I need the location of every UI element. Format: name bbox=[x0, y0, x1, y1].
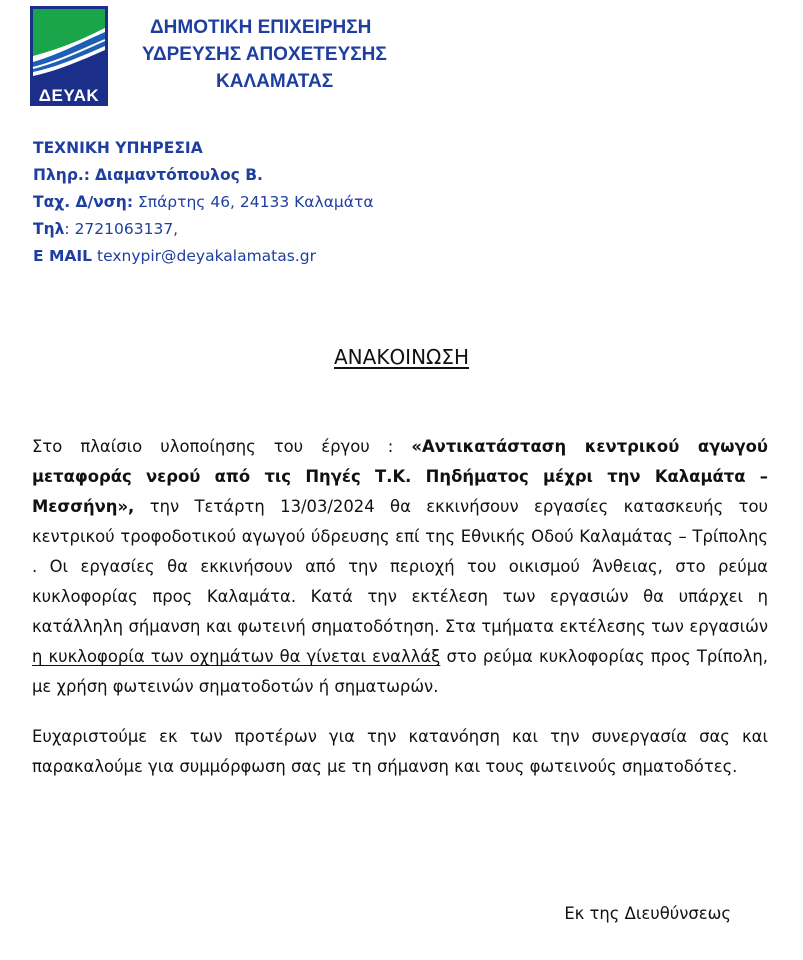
body-paragraph-2: Ευχαριστούμε εκ των προτέρων για την κατανόηση και την συνεργασία σας και παρακαλούμε για συμμόρφωση σας με τη σήμανση και τους φωτεινούς σηματοδότες. bbox=[32, 727, 768, 776]
organization-header bbox=[110, 14, 450, 95]
email-value: texnypir@deyakalamatas.gr bbox=[97, 247, 316, 265]
contact-phone bbox=[33, 216, 374, 243]
address-value: Σπάρτης 46, 24133 Καλαμάτα bbox=[137, 193, 374, 211]
department bbox=[33, 135, 374, 162]
signature: Εκ της Διευθύνσεως bbox=[564, 904, 731, 923]
info-value: Διαμαντόπουλος Β. bbox=[94, 166, 263, 184]
info-label: Πληρ.: bbox=[33, 166, 90, 184]
organization-line-1: ΔΗΜΟΤΙΚΗ ΕΠΙΧΕΙΡΗΣΗ bbox=[150, 17, 372, 38]
contact-email bbox=[33, 243, 374, 270]
p1-intro: Στο πλαίσιο υλοποίησης του έργου : bbox=[32, 437, 412, 456]
p1-end: στο ρεύμα κυκλοφορίας προς Τρίπολη, με χρήση φωτεινών σηματοδοτών ή σηματωρών. bbox=[32, 647, 769, 696]
contact-person bbox=[33, 162, 374, 189]
alternating-traffic-notice: η κυκλοφορία των οχημάτων θα γίνεται εναλλάξ bbox=[32, 647, 441, 666]
department-name: ΤΕΧΝΙΚΗ ΥΠΗΡΕΣΙΑ bbox=[33, 139, 203, 157]
phone-value: : 2721063137, bbox=[64, 220, 179, 238]
announcement-title bbox=[0, 345, 803, 369]
announcement-body bbox=[32, 432, 768, 802]
organization-line-3: ΚΑΛΑΜΑΤΑΣ bbox=[216, 71, 334, 92]
email-label: E MAIL bbox=[33, 247, 93, 265]
p1-text: την Τετάρτη 13/03/2024 θα εκκινήσουν εργασίες κατασκευής του κεντρικού τροφοδοτικού αγωγού ύδρευσης επί της Εθνικής Οδού Καλαμάτας – Τρίπολης . Οι εργασίες θα εκκινήσουν από την περιοχή του οικισμού Άνθειας, στο ρεύμα κυκλοφορίας προς Καλαμάτα. Κατά την εκτέλεση των εργασιών θα υπάρχει η κατάλληλη σήμανση και φωτεινή σηματοδότηση. Στα τμήματα εκτέλεσης των εργασιών bbox=[32, 497, 768, 636]
logo-text: ΔΕΥΑΚ bbox=[38, 86, 100, 105]
phone-label: Τηλ bbox=[33, 220, 65, 238]
address-label: Ταχ. Δ/νση: bbox=[33, 193, 134, 211]
title-text: ΑΝΑΚΟΙΝΩΣΗ bbox=[334, 345, 469, 369]
body-paragraph-1 bbox=[32, 432, 768, 702]
deyak-logo bbox=[30, 6, 108, 106]
contact-address bbox=[33, 189, 374, 216]
project-title: «Αντικατάσταση κεντρικού αγωγού μεταφοράς νερού από τις Πηγές Τ.Κ. Πηδήματος μέχρι την Καλαμάτα – Μεσσήνη», bbox=[32, 437, 768, 516]
contact-block bbox=[33, 135, 374, 270]
organization-line-2: ΥΔΡΕΥΣΗΣ ΑΠΟΧΕΤΕΥΣΗΣ bbox=[142, 44, 387, 65]
